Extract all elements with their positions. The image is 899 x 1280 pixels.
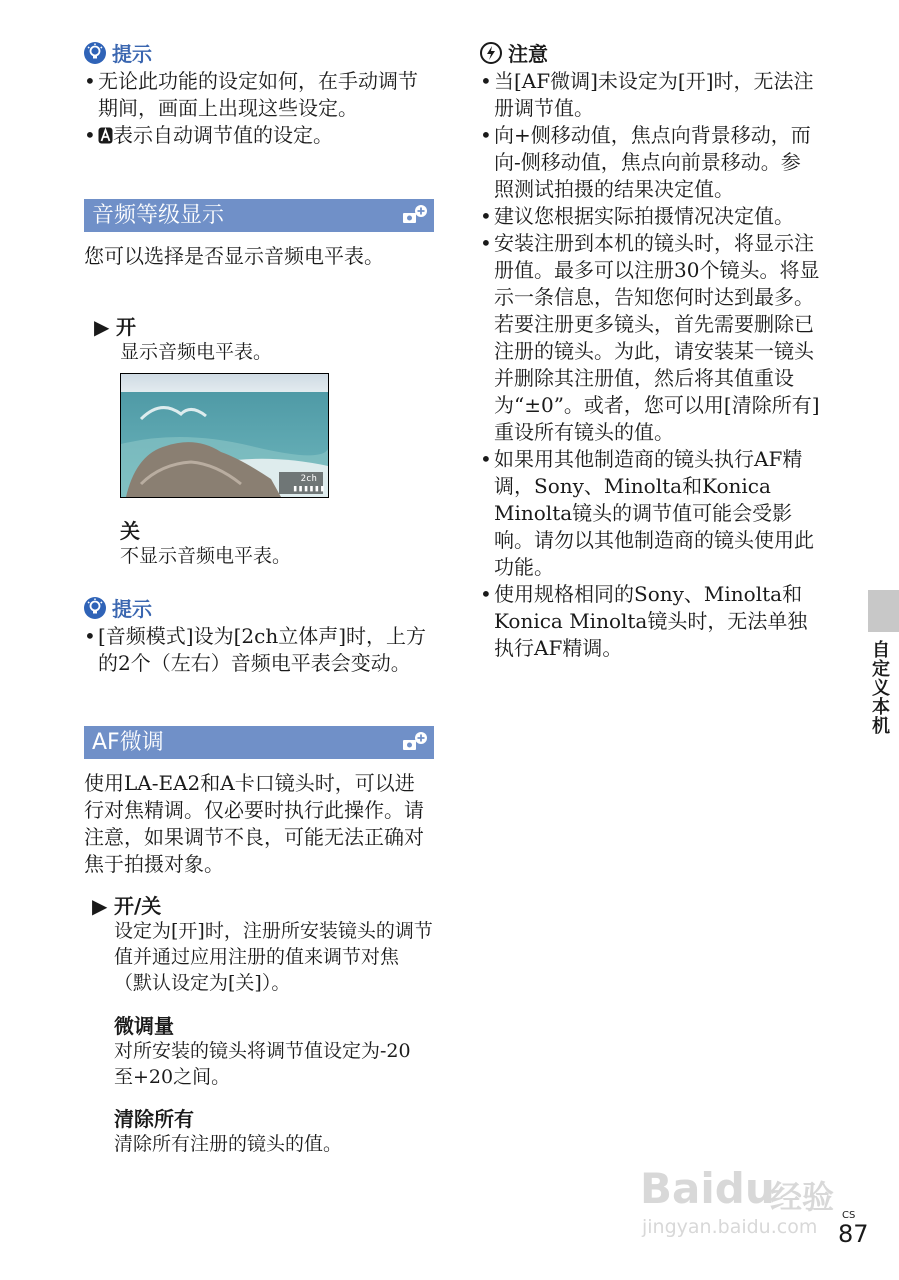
option-clear-title: 清除所有 — [114, 1107, 194, 1131]
option-off-desc: 不显示音频电平表。 — [120, 545, 292, 567]
caution-label: 注意 — [508, 42, 548, 66]
list-item: • 建议您根据实际拍摄情况决定值。 — [480, 203, 820, 230]
section-title: 音频等级显示 — [92, 203, 225, 228]
audio-intro: 您可以选择是否显示音频电平表。 — [84, 244, 384, 268]
list-item: • [音频模式]设为[2ch立体声]时，上方的2个（左右）音频电平表会变动。 — [84, 623, 429, 677]
hint-label: 提示 — [112, 597, 152, 621]
option-clear-desc: 清除所有注册的镜头的值。 — [114, 1133, 343, 1155]
hint-heading-2 — [84, 593, 152, 622]
triangle-right-icon: ▶ — [92, 894, 108, 918]
triangle-right-icon: ▶ — [94, 315, 110, 339]
sample-photo — [120, 373, 329, 498]
chapter-label: 自定义本机 — [869, 640, 890, 735]
menu-custom-icon — [402, 731, 428, 753]
watermark-cn: 经验 — [770, 1178, 835, 1216]
option-amount-title: 微调量 — [114, 1014, 174, 1038]
caution-list — [480, 68, 820, 662]
hint-label: 提示 — [112, 42, 152, 66]
page-language: CS — [842, 1210, 856, 1221]
auto-a-icon — [98, 127, 113, 144]
caution-icon — [480, 42, 502, 64]
section-bar-af-microadj — [84, 726, 434, 759]
list-item: • 如果用其他制造商的镜头执行AF精调，Sony、Minolta和Konica Minolta镜头的调节值可能会受影响。请勿以其他制造商的镜头使用此功能。 — [480, 446, 820, 581]
hint-list-2 — [84, 623, 429, 677]
hint-list-1 — [84, 68, 424, 149]
watermark-url: jingyan.baidu.com — [642, 1216, 818, 1238]
option-amount-desc: 对所安装的镜头将调节值设定为-20至+20之间。 — [114, 1040, 411, 1088]
option-onoff-title: ▶ 开/关 — [92, 894, 162, 918]
page-number: 87 — [838, 1220, 869, 1248]
caution-heading — [480, 38, 548, 67]
option-off-title: 关 — [120, 519, 140, 543]
watermark-brand: Baidu — [640, 1164, 775, 1213]
list-item: • 当[AF微调]未设定为[开]时，无法注册调节值。 — [480, 68, 820, 122]
audio-meter: 2ch ▮▮▮▮▮▮ — [292, 474, 325, 494]
section-bar-audio-level — [84, 199, 434, 232]
lightbulb-icon — [84, 42, 106, 64]
menu-custom-icon — [402, 204, 428, 226]
hint-heading-1 — [84, 38, 152, 67]
section-title: AF微调 — [92, 730, 164, 755]
option-on-title: ▶ 开 — [94, 315, 136, 339]
list-item: • 无论此功能的设定如何，在手动调节期间，画面上出现这些设定。 — [84, 68, 424, 122]
chapter-tab — [868, 590, 899, 632]
list-item: • 安装注册到本机的镜头时，将显示注册值。最多可以注册30个镜头。将显示一条信息，告知您何时达到最多。若要注册更多镜头，首先需要删除已注册的镜头。为此，请安装某一镜头并删除其注册值，然后将其值重设为“±0”。或者，您可以用[清除所有]重设所有镜头的值。 — [480, 230, 820, 446]
baidu-watermark — [640, 1150, 860, 1250]
af-intro: 使用LA-EA2和A卡口镜头时，可以进行对焦精调。仅必要时执行此操作。请注意，如果调节不良，可能无法正确对焦于拍摄对象。 — [84, 771, 424, 876]
lightbulb-icon — [84, 597, 106, 619]
option-onoff-desc: 设定为[开]时，注册所安装镜头的调节值并通过应用注册的值来调节对焦（默认设定为[关]）。 — [114, 920, 433, 994]
option-on-desc: 显示音频电平表。 — [120, 341, 273, 363]
list-item: • 向+侧移动值，焦点向背景移动，而向-侧移动值，焦点向前景移动。参照测试拍摄的结果决定值。 — [480, 122, 820, 203]
list-item: • 表示自动调节值的设定。 — [84, 122, 424, 149]
list-item: • 使用规格相同的Sony、Minolta和Konica Minolta镜头时，无法单独执行AF精调。 — [480, 581, 820, 662]
